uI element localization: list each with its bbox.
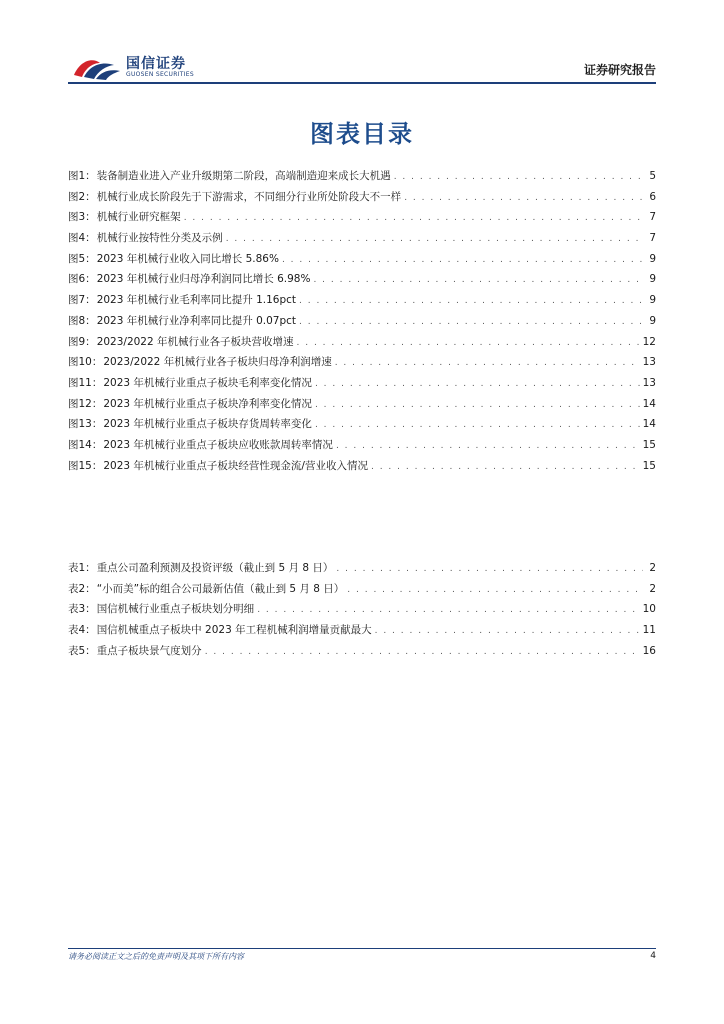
figure-entry[interactable] xyxy=(68,334,656,355)
figure-entry-title: 2023 年机械行业收入同比增长 5.86% xyxy=(96,252,279,265)
footer-disclaimer: 请务必阅读正文之后的免责声明及其项下所有内容 xyxy=(68,952,244,961)
table-entry-page: 11 xyxy=(642,624,656,637)
figure-entry-title: 机械行业研究框架 xyxy=(96,211,181,224)
figure-entry[interactable] xyxy=(68,396,656,417)
table-entry[interactable] xyxy=(68,643,656,664)
dot-leader xyxy=(205,647,640,657)
table-entry-title: “小而美”标的组合公司最新估值（截止到 5 月 8 日） xyxy=(96,582,345,595)
dot-leader xyxy=(315,379,640,389)
figure-entry-title: 2023 年机械行业归母净利润同比增长 6.98% xyxy=(96,273,311,286)
table-entry-page: 10 xyxy=(642,603,656,616)
dot-leader xyxy=(335,358,640,368)
figure-entry-title: 2023 年机械行业重点子板块经营性现金流/营业收入情况 xyxy=(103,459,368,472)
dot-leader xyxy=(257,605,639,615)
figure-entry-label: 图6： xyxy=(68,273,96,286)
figure-entry-title: 2023 年机械行业毛利率同比提升 1.16pct xyxy=(96,294,297,307)
figure-entry-page: 9 xyxy=(649,294,656,307)
table-entry-title: 国信机械重点子板块中 2023 年工程机械利润增量贡献最大 xyxy=(96,624,372,637)
dot-leader xyxy=(226,234,643,244)
figure-entry-label: 图2： xyxy=(68,190,96,203)
dot-leader xyxy=(336,564,643,574)
table-entry-title: 国信机械行业重点子板块划分明细 xyxy=(96,603,255,616)
table-entry[interactable] xyxy=(68,581,656,602)
figure-entry-title: 2023/2022 年机械行业各子板块营收增速 xyxy=(96,335,294,348)
logo-text-cn: 国信证券 xyxy=(126,56,186,72)
figure-entry-label: 图10： xyxy=(68,356,103,369)
figure-entry-title: 2023 年机械行业重点子板块毛利率变化情况 xyxy=(103,376,312,389)
figure-entry-page: 14 xyxy=(642,418,656,431)
figure-entry-label: 图9： xyxy=(68,335,96,348)
table-entry-page: 2 xyxy=(649,582,656,595)
table-entry-page: 16 xyxy=(642,644,656,657)
page-number: 4 xyxy=(650,951,656,961)
figure-entry-page: 14 xyxy=(642,397,656,410)
footer-divider xyxy=(68,948,656,949)
figure-entry[interactable] xyxy=(68,271,656,292)
dot-leader xyxy=(313,275,643,285)
figure-entry-page: 9 xyxy=(649,273,656,286)
table-entry[interactable] xyxy=(68,601,656,622)
table-entry[interactable] xyxy=(68,560,656,581)
dot-leader xyxy=(371,462,640,472)
dot-leader xyxy=(315,420,640,430)
dot-leader xyxy=(299,317,643,327)
figure-entry[interactable] xyxy=(68,313,656,334)
figure-entry-label: 图12： xyxy=(68,397,103,410)
dot-leader xyxy=(184,213,643,223)
guosen-logo xyxy=(68,50,208,84)
figure-entry[interactable] xyxy=(68,251,656,272)
figure-entry-label: 图15： xyxy=(68,459,103,472)
logo-text-en: GUOSEN SECURITIES xyxy=(126,71,195,78)
table-entry-label: 表1： xyxy=(68,562,96,574)
table-entry-label: 表5： xyxy=(68,644,96,657)
figure-list xyxy=(68,168,656,478)
dot-leader xyxy=(394,172,643,182)
table-entry-label: 表2： xyxy=(68,582,96,595)
report-type-label: 证券研究报告 xyxy=(583,63,656,77)
figure-entry-title: 2023 年机械行业重点子板块净利率变化情况 xyxy=(103,397,312,410)
figure-entry-label: 图8： xyxy=(68,314,96,327)
figure-entry[interactable] xyxy=(68,437,656,458)
table-list xyxy=(68,560,656,663)
figure-entry-page: 13 xyxy=(642,356,656,369)
figure-entry-label: 图13： xyxy=(68,418,103,431)
figure-entry-page: 9 xyxy=(649,314,656,327)
figure-entry[interactable] xyxy=(68,189,656,210)
figure-entry-page: 6 xyxy=(649,190,656,203)
table-entry-label: 表4： xyxy=(68,624,96,637)
guosen-logo-icon xyxy=(70,53,122,81)
dot-leader xyxy=(404,193,643,203)
figure-entry-page: 13 xyxy=(642,376,656,389)
figure-entry-page: 12 xyxy=(642,335,656,348)
figure-entry-page: 7 xyxy=(649,211,656,224)
figure-entry-page: 15 xyxy=(642,438,656,451)
figure-entry[interactable] xyxy=(68,416,656,437)
dot-leader xyxy=(315,400,640,410)
page-title: 图表目录 xyxy=(310,120,414,148)
figure-entry[interactable] xyxy=(68,168,656,189)
table-entry-title: 重点公司盈利预测及投资评级（截止到 5 月 8 日） xyxy=(96,562,334,574)
table-entry-label: 表3： xyxy=(68,603,96,616)
header-divider xyxy=(68,82,656,84)
dot-leader xyxy=(282,255,643,265)
figure-entry[interactable] xyxy=(68,292,656,313)
figure-entry-label: 图11： xyxy=(68,376,103,389)
figure-entry[interactable] xyxy=(68,375,656,396)
dot-leader xyxy=(299,296,643,306)
dot-leader xyxy=(375,626,640,636)
figure-entry[interactable] xyxy=(68,230,656,251)
figure-entry[interactable] xyxy=(68,458,656,479)
figure-entry-page: 5 xyxy=(649,170,656,182)
page-header xyxy=(68,50,656,84)
figure-entry-title: 2023 年机械行业重点子板块存货周转率变化 xyxy=(103,418,312,431)
figure-entry-label: 图1： xyxy=(68,170,96,182)
figure-entry-title: 2023 年机械行业净利率同比提升 0.07pct xyxy=(96,314,297,327)
figure-entry-label: 图3： xyxy=(68,211,96,224)
figure-entry-label: 图5： xyxy=(68,252,96,265)
table-entry[interactable] xyxy=(68,622,656,643)
figure-entry-label: 图4： xyxy=(68,232,96,245)
figure-entry-title: 装备制造业进入产业升级期第二阶段，高端制造迎来成长大机遇 xyxy=(96,170,391,182)
figure-entry-title: 机械行业按特性分类及示例 xyxy=(96,232,223,245)
dot-leader xyxy=(297,338,640,348)
dot-leader xyxy=(336,441,640,451)
figure-entry-label: 图14： xyxy=(68,438,103,451)
table-entry-title: 重点子板块景气度划分 xyxy=(96,644,202,657)
figure-entry-title: 机械行业成长阶段先于下游需求，不同细分行业所处阶段大不一样 xyxy=(96,190,402,203)
figure-entry-title: 2023/2022 年机械行业各子板块归母净利润增速 xyxy=(103,356,332,369)
table-entry-page: 2 xyxy=(649,562,656,574)
figure-entry-page: 9 xyxy=(649,252,656,265)
figure-entry-page: 15 xyxy=(642,459,656,472)
figure-entry-label: 图7： xyxy=(68,294,96,307)
figure-entry-title: 2023 年机械行业重点子板块应收账款周转率情况 xyxy=(103,438,333,451)
dot-leader xyxy=(347,585,643,595)
figure-entry[interactable] xyxy=(68,354,656,375)
figure-entry[interactable] xyxy=(68,209,656,230)
figure-entry-page: 7 xyxy=(649,232,656,245)
